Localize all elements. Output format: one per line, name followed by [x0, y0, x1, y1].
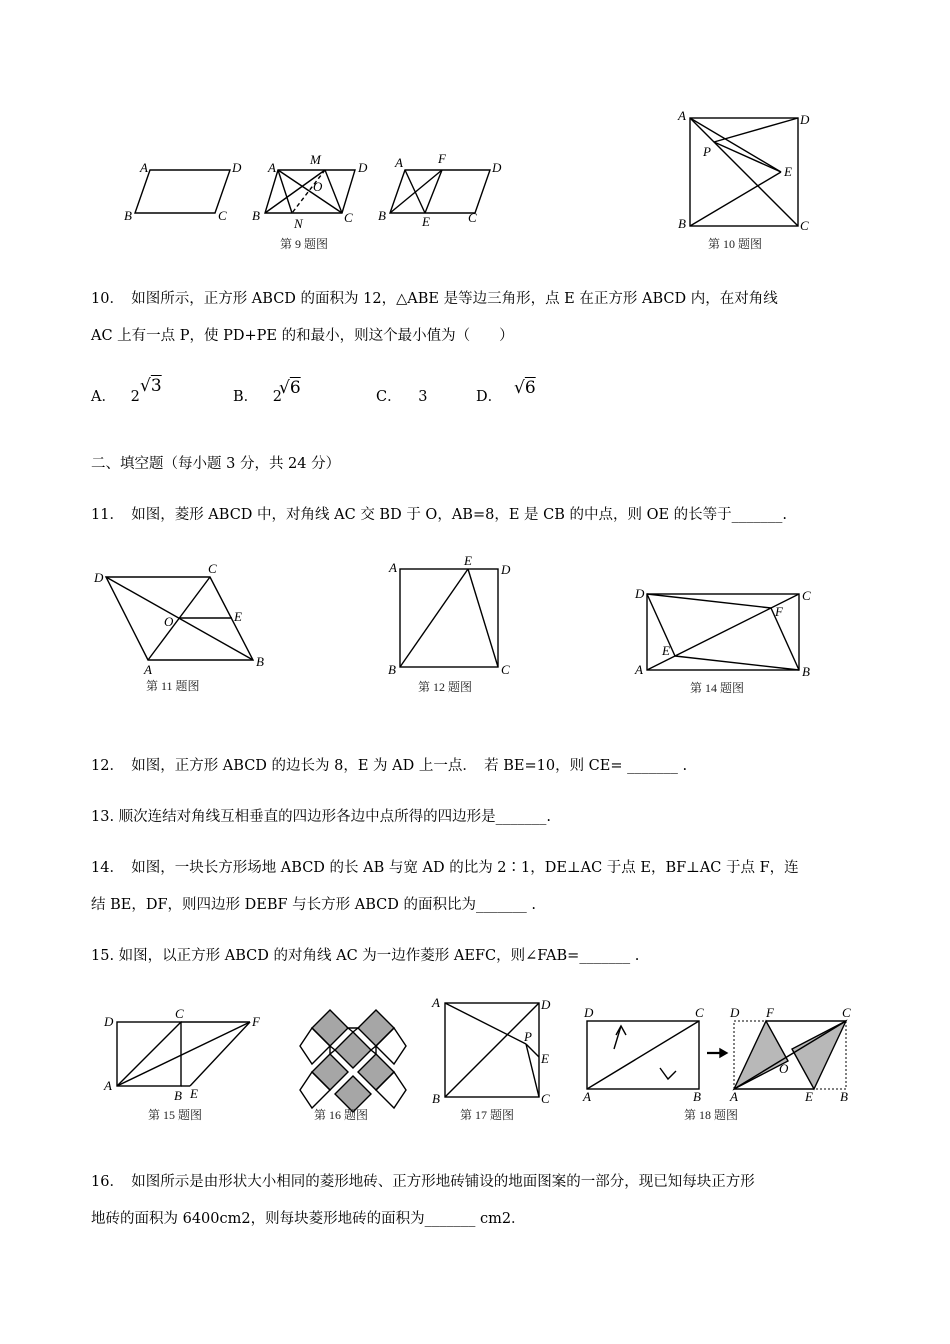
fig15-label: C — [175, 1006, 184, 1021]
option-label: C． — [376, 389, 402, 405]
figure-17 — [430, 995, 560, 1123]
fig18-label: B — [693, 1089, 701, 1104]
option-radicand: 3 — [150, 376, 162, 396]
fig18-label: C — [695, 1005, 704, 1020]
option-label: D． — [476, 389, 503, 405]
q14-text-line2: 结 BE，DF，则四边形 DEBF 与长方形 ABCD 的面积比为_______ . — [91, 897, 536, 913]
fig9-label: B — [378, 208, 386, 223]
figure-12 — [384, 552, 524, 698]
fig18-label: O — [779, 1061, 789, 1076]
q10-option-d — [476, 378, 536, 406]
fig9-label: B — [252, 208, 260, 223]
figure-10 — [676, 108, 816, 258]
q10-text-line1: 10． 如图所示，正方形 ABCD 的面积为 12，△ABE 是等边三角形，点 E 在正方形 ABCD 内，在对角线 — [91, 291, 778, 307]
fig18-fold-arrow — [660, 1068, 676, 1079]
figure-9 — [120, 150, 500, 255]
fig9-label: A — [268, 160, 276, 175]
fig18-label: D — [584, 1005, 594, 1020]
q10-option-b — [233, 378, 301, 406]
sqrt-symbol: √6 — [279, 378, 301, 398]
option-value: 3 — [418, 389, 428, 405]
fig15-caption: 第 15 题图 — [148, 1108, 203, 1122]
fig11-label: B — [256, 654, 264, 669]
figure-18 — [580, 1005, 855, 1123]
section-2-heading: 二、填空题（每小题 3 分，共 24 分） — [91, 456, 341, 472]
option-coef: 2 — [272, 389, 282, 405]
fig9-label: D — [232, 160, 242, 175]
fig18-label: B — [840, 1089, 848, 1104]
sqrt-symbol: √3 — [140, 376, 162, 396]
fig14-label: C — [802, 588, 811, 603]
q10-option-a — [91, 376, 162, 406]
fig9-caption: 第 9 题图 — [280, 237, 329, 251]
fig18-shaded-triangle — [792, 1021, 846, 1089]
option-label: B． — [233, 389, 259, 405]
fig11-label: C — [208, 561, 217, 576]
fig9-label: A — [140, 160, 148, 175]
fig12-label: B — [388, 662, 396, 677]
fig17-caption: 第 17 题图 — [460, 1108, 515, 1122]
fig14-label: F — [775, 604, 783, 619]
fig12-label: A — [389, 560, 397, 575]
fig14-caption: 第 14 题图 — [690, 681, 745, 695]
figure-15 — [100, 1008, 270, 1126]
fig18-arrowhead — [720, 1049, 727, 1057]
fig10-caption: 第 10 题图 — [708, 237, 763, 251]
q11-text: 11． 如图，菱形 ABCD 中，对角线 AC 交 BD 于 O，AB=8，E 是 CB 的中点，则 OE 的长等于_______. — [91, 507, 788, 523]
fig9-label: E — [422, 214, 430, 229]
fig15-label: F — [252, 1014, 260, 1029]
fig18-label: E — [805, 1089, 813, 1104]
q10-text-line2: AC 上有一点 P，使 PD+PE 的和最小，则这个最小值为（ ） — [91, 328, 514, 344]
fig18-label: D — [730, 1005, 740, 1020]
q12-text: 12． 如图，正方形 ABCD 的边长为 8，E 为 AD 上一点． 若 BE=10，则 CE= _______ . — [91, 758, 688, 774]
figure-14 — [630, 582, 820, 698]
fig14-label: D — [635, 586, 645, 601]
q15-text: 15. 如图，以正方形 ABCD 的对角线 AC 为一边作菱形 AEFC，则∠FAB=_______ . — [91, 948, 640, 964]
fig10-label: A — [678, 108, 686, 123]
q14-text-line1: 14． 如图，一块长方形场地 ABCD 的长 AB 与宽 AD 的比为 2∶1，DE⊥AC 于点 E，BF⊥AC 于点 F，连 — [91, 860, 799, 876]
fig9-parallelogram-1 — [135, 170, 230, 213]
fig10-label: P — [703, 144, 711, 159]
fig9-label: C — [468, 210, 477, 225]
fig16-square-tile — [312, 1010, 348, 1046]
fig17-label: A — [432, 995, 440, 1010]
q13-text: 13. 顺次连结对角线互相垂直的四边形各边中点所得的四边形是_______. — [91, 809, 552, 825]
fig17-label: C — [541, 1091, 550, 1106]
fig15-label: A — [104, 1078, 112, 1093]
q10-option-c — [376, 385, 427, 406]
fig15-label: D — [104, 1014, 114, 1029]
option-label: A． — [91, 389, 116, 405]
fig17-label: P — [524, 1029, 532, 1044]
fig10-label: E — [784, 164, 792, 179]
fig12-caption: 第 12 题图 — [418, 680, 473, 694]
fig9-label: C — [218, 208, 227, 223]
fig10-label: D — [800, 112, 810, 127]
fig10-label: C — [800, 218, 809, 233]
fig14-label: A — [635, 662, 643, 677]
fig9-label: B — [124, 208, 132, 223]
fig12-label: C — [501, 662, 510, 677]
fig16-rhombus-tile — [330, 1046, 335, 1054]
fig9-label: C — [344, 210, 353, 225]
fig11-label: A — [144, 662, 152, 677]
fig11-label: O — [164, 614, 174, 629]
fig18-shaded-triangle — [734, 1021, 788, 1089]
fig9-label: D — [492, 160, 502, 175]
fig10-label: B — [678, 216, 686, 231]
fig18-label: A — [730, 1089, 738, 1104]
sqrt-symbol: √6 — [514, 378, 536, 398]
fig11-caption: 第 11 题图 — [146, 679, 200, 693]
figure-11 — [88, 560, 278, 700]
fig16-square-tile — [335, 1076, 371, 1112]
fig17-label: D — [541, 997, 551, 1012]
q16-text-line1: 16． 如图所示是由形状大小相同的菱形地砖、正方形地砖铺设的地面图案的一部分，现已知每块正方形 — [91, 1174, 755, 1190]
q16-text-line2: 地砖的面积为 6400cm2，则每块菱形地砖的面积为_______ cm2． — [91, 1211, 526, 1227]
fig11-label: E — [234, 609, 242, 624]
fig9-label: O — [313, 179, 323, 194]
fig16-square-tile — [335, 1032, 371, 1068]
fig18-label: A — [583, 1089, 591, 1104]
fig16-caption: 第 16 题图 — [314, 1108, 369, 1122]
option-radicand: 6 — [289, 378, 301, 398]
fig17-label: E — [541, 1051, 549, 1066]
fig15-label: E — [190, 1086, 198, 1101]
fig16-rhombus-tile — [371, 1046, 376, 1054]
fig9-label: F — [438, 151, 446, 166]
fig18-label: C — [842, 1005, 851, 1020]
fig14-label: E — [662, 643, 670, 658]
option-radicand: 6 — [524, 378, 536, 398]
fig11-label: D — [94, 570, 104, 585]
fig9-label: A — [395, 155, 403, 170]
fig17-label: B — [432, 1091, 440, 1106]
fig16-square-tile — [358, 1010, 394, 1046]
figure-16 — [292, 1010, 412, 1126]
fig14-label: B — [802, 664, 810, 679]
option-coef: 2 — [130, 389, 140, 405]
fig12-label: E — [464, 553, 472, 568]
fig16-rhombus-tile — [348, 1028, 358, 1032]
fig12-label: D — [501, 562, 511, 577]
fig15-label: B — [174, 1088, 182, 1103]
fig9-label: N — [294, 216, 303, 231]
fig9-label: D — [358, 160, 368, 175]
fig9-label: M — [310, 152, 321, 167]
fig18-caption: 第 18 题图 — [684, 1108, 739, 1122]
fig18-label: F — [766, 1005, 774, 1020]
